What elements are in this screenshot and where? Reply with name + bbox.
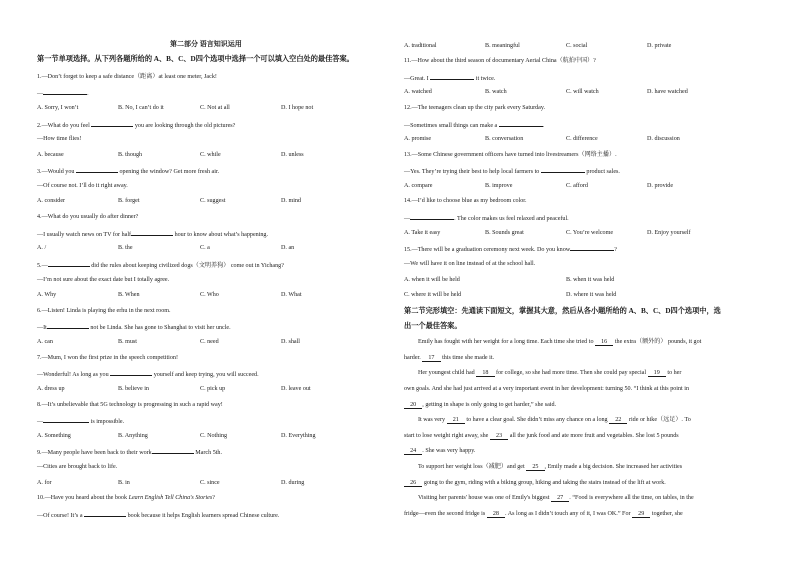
part-title: 第二部分 语言知识运用: [170, 40, 242, 48]
q3-reply: —Of course not. I’ll do it right away.: [37, 183, 128, 189]
q7-stem: 7.—Mum, I won the first prize in the speech competition!: [37, 355, 178, 361]
q4-option-c[interactable]: C. a: [200, 245, 210, 251]
q11-option-c[interactable]: C. will watch: [566, 89, 599, 95]
q3-stem: 3.—Would you opening the window? Get more fresh air.: [37, 166, 219, 176]
blank-29: 29: [632, 511, 650, 518]
q15-option-c[interactable]: C. where it will be held: [404, 292, 462, 298]
q8-option-c[interactable]: C. Nothing: [200, 433, 228, 439]
passage-line-3: Her youngest child had 18 for college, so she had more time. Then she could pay special 19 to her: [418, 370, 682, 376]
q10-option-d[interactable]: D. private: [647, 43, 672, 49]
q14-option-d[interactable]: D. Enjoy yourself: [647, 230, 691, 236]
q12-option-c[interactable]: C. difference: [566, 136, 598, 142]
section2-title-line2: 出一个最佳答案。: [404, 322, 462, 330]
q3-option-a[interactable]: A. consider: [37, 198, 66, 204]
blank-23: 23: [490, 433, 508, 440]
blank-21: 21: [447, 417, 465, 424]
blank-27: 27: [551, 495, 569, 502]
q8-option-a[interactable]: A. Something: [37, 433, 71, 439]
blank-25: 25: [526, 464, 544, 471]
blank-26: 26: [404, 480, 422, 487]
passage-line-8: 24 . She was very happy.: [404, 447, 475, 455]
q5-option-b[interactable]: B. When: [118, 292, 140, 298]
q10-option-c[interactable]: C. social: [566, 43, 588, 49]
q6-stem: 6.—Listen! Linda is playing the erhu in the next room.: [37, 308, 171, 314]
q13-option-c[interactable]: C. afford: [566, 183, 588, 189]
q1-option-d[interactable]: D. I hope not: [281, 105, 314, 111]
q13-option-a[interactable]: A. compare: [404, 183, 433, 189]
q4-option-a[interactable]: A. /: [37, 245, 47, 251]
blank-22: 22: [609, 417, 627, 424]
q2-option-c[interactable]: C. while: [200, 152, 221, 158]
q7-option-b[interactable]: B. believe in: [118, 386, 149, 392]
q12-option-b[interactable]: B. conversation: [485, 136, 524, 142]
passage-line-12: fridge—even the second fridge is 28 . As long as I didn’t touch any of it, I was OK.” For 29 together, she: [404, 511, 683, 517]
q14-option-a[interactable]: A. Take it easy: [404, 230, 441, 236]
q3-option-b[interactable]: B. forget: [118, 198, 140, 204]
passage-line-5: 20 , getting in shape is only going to get harder,” she said.: [404, 401, 556, 409]
q7-option-d[interactable]: D. leave out: [281, 386, 311, 392]
q13-option-d[interactable]: D. provide: [647, 183, 674, 189]
q8-option-b[interactable]: B. Anything: [118, 433, 148, 439]
q2-option-a[interactable]: A. because: [37, 152, 64, 158]
q10-option-a[interactable]: A. traditional: [404, 43, 437, 49]
q9-option-c[interactable]: C. since: [200, 480, 220, 486]
q15-option-d[interactable]: D. where it was held: [566, 292, 617, 298]
q14-option-c[interactable]: C. You’re welcome: [566, 230, 614, 236]
q8-reply: — is impossible.: [37, 416, 124, 426]
q15-option-b[interactable]: B. when it was held: [566, 277, 615, 283]
q1-option-c[interactable]: C. Not at all: [200, 105, 230, 111]
q5-option-d[interactable]: D. What: [281, 292, 302, 298]
q7-reply: —Wonderful! As long as you yourself and keep trying, you will succeed.: [37, 369, 259, 379]
q9-option-b[interactable]: B. in: [118, 480, 130, 486]
blank-19: 19: [648, 370, 666, 377]
q12-reply: —Sometimes small things can make a .: [404, 120, 544, 130]
passage-line-6: It was very 21 to have a clear goal. She didn’t miss any chance on a long 22 ride or hike（远足）. To: [418, 417, 691, 423]
q12-option-d[interactable]: D. discussion: [647, 136, 680, 142]
blank-18: 18: [476, 370, 494, 377]
q12-option-a[interactable]: A. promise: [404, 136, 432, 142]
q8-option-d[interactable]: D. Everything: [281, 433, 316, 439]
q6-reply: —It not be Linda. She has gone to Shanghai to visit her uncle.: [37, 322, 231, 332]
q15-option-a[interactable]: A. when it will be held: [404, 277, 460, 283]
q1-option-a[interactable]: A. Sorry, I won’t: [37, 105, 79, 111]
q4-option-d[interactable]: D. an: [281, 245, 295, 251]
q5-option-a[interactable]: A. Why: [37, 292, 57, 298]
passage-line-1: Emily has fought with her weight for a long time. Each time she tried to 16 the extra（额外的） pounds, it got: [418, 339, 702, 345]
q13-reply: —Yes. They’re trying their best to help local farmers to product sales.: [404, 166, 620, 176]
q8-stem: 8.—It’s unbelievable that 5G technology is progressing in such a rapid way!: [37, 402, 223, 408]
q1-option-b[interactable]: B. No, I can’t do it: [118, 105, 164, 111]
q5-stem: 5.— did the rules about keeping civilized dogs（文明养狗） come out in Yichang?: [37, 260, 284, 270]
q3-option-c[interactable]: C. suggest: [200, 198, 226, 204]
q2-stem: 2.—What do you feel you are looking through the old pictures?: [37, 120, 235, 130]
blank-17: 17: [422, 355, 440, 362]
q15-stem: 15.—There will be a graduation ceremony next week. Do you know ?: [404, 244, 617, 254]
q5-reply: —I’m not sure about the exact date but I totally agree.: [37, 277, 170, 283]
q4-stem: 4.—What do you usually do after dinner?: [37, 214, 139, 220]
q6-option-d[interactable]: D. shall: [281, 339, 300, 345]
q10-stem: 10.—Have you heard about the book Learn English Tell China's Stories?: [37, 495, 215, 501]
q10-option-b[interactable]: B. meaningful: [485, 43, 520, 49]
q10-reply: —Of course! It’s a book because it helps English learners spread Chinese culture.: [37, 510, 279, 520]
q9-reply: —Cities are brought back to life.: [37, 464, 118, 470]
q9-option-d[interactable]: D. during: [281, 480, 305, 486]
q6-option-c[interactable]: C. need: [200, 339, 219, 345]
passage-line-9: To support her weight loss（减肥）and get 25 , Emily made a big decision. She increased her activities: [418, 464, 683, 470]
q2-option-d[interactable]: D. unless: [281, 152, 304, 158]
q6-option-b[interactable]: B. must: [118, 339, 137, 345]
blank-28: 28: [487, 511, 505, 518]
blank-20: 20: [404, 402, 422, 409]
q1-reply: — .: [37, 88, 89, 98]
section1-title: 第一节单项选择。从下列各题所给的 A、B、C、D四个选项中选择一个可以填入空白处的最佳答案。: [37, 55, 354, 63]
passage-line-4: own goals. And she had just arrived at a very important event in her development: turning 50. “I think at this point in: [404, 386, 689, 392]
q14-stem: 14.—I’d like to choose blue as my bedroom color.: [404, 198, 527, 204]
passage-line-2: harder. 17 this time she made it.: [404, 355, 495, 361]
blank-16: 16: [595, 339, 613, 346]
q13-option-b[interactable]: B. improve: [485, 183, 513, 189]
passage-line-11: Visiting her parents' house was one of Emily's biggest 27 . “Food is everywhere all the time, on tables, in the: [418, 495, 694, 501]
q4-option-b[interactable]: B. the: [118, 245, 133, 251]
q10-book-title: Learn English Tell China's Stories: [128, 495, 213, 501]
q14-reply: — . The color makes us feel relaxed and peaceful.: [404, 213, 569, 223]
q11-option-b[interactable]: B. watch: [485, 89, 507, 95]
q7-option-a[interactable]: A. dress up: [37, 386, 65, 392]
q3-option-d[interactable]: D. mind: [281, 198, 301, 204]
q11-option-d[interactable]: D. have watched: [647, 89, 688, 95]
q11-option-a[interactable]: A. watched: [404, 89, 432, 95]
q9-stem: 9.—Many people have been back to their work March 5th.: [37, 447, 222, 457]
q2-reply: —How time flies!: [37, 136, 82, 142]
q13-stem: 13.—Some Chinese government officers have turned into livestreamers（网络主播）.: [404, 152, 617, 158]
passage-line-7: start to lose weight right away, she 23 all the junk food and ate more fruit and vegetables. She lost 5 pounds: [404, 433, 679, 439]
q5-option-c[interactable]: C. Who: [200, 292, 219, 298]
q12-stem: 12.—The teenagers clean up the city park every Saturday.: [404, 105, 546, 111]
q11-reply: —Great. I it twice.: [404, 73, 495, 83]
q1-stem: 1.—Don’t forget to keep a safe distance（距离）at least one meter, Jack!: [37, 74, 217, 80]
q14-option-b[interactable]: B. Sounds great: [485, 230, 524, 236]
q4-reply: —I usually watch news on TV for half hour to know about what’s happening.: [37, 229, 268, 239]
q2-option-b[interactable]: B. though: [118, 152, 143, 158]
q7-option-c[interactable]: C. pick up: [200, 386, 226, 392]
q15-reply: —We will have it on line instead of at the school hall.: [404, 261, 536, 267]
q6-option-a[interactable]: A. can: [37, 339, 53, 345]
passage-line-10: 26 going to the gym, riding with a biking group, hiking and taking the stairs instead of the lift at work.: [404, 479, 666, 487]
q11-stem: 11.—How about the third season of documentary Aerial China（航拍中国）?: [404, 58, 596, 64]
q9-option-a[interactable]: A. for: [37, 480, 52, 486]
blank-24: 24: [404, 448, 422, 455]
section2-title-line1: 第二节完形填空：先通读下面短文，掌握其大意，然后从各小题所给的 A、B、C、D四个选项中，选: [404, 307, 721, 315]
